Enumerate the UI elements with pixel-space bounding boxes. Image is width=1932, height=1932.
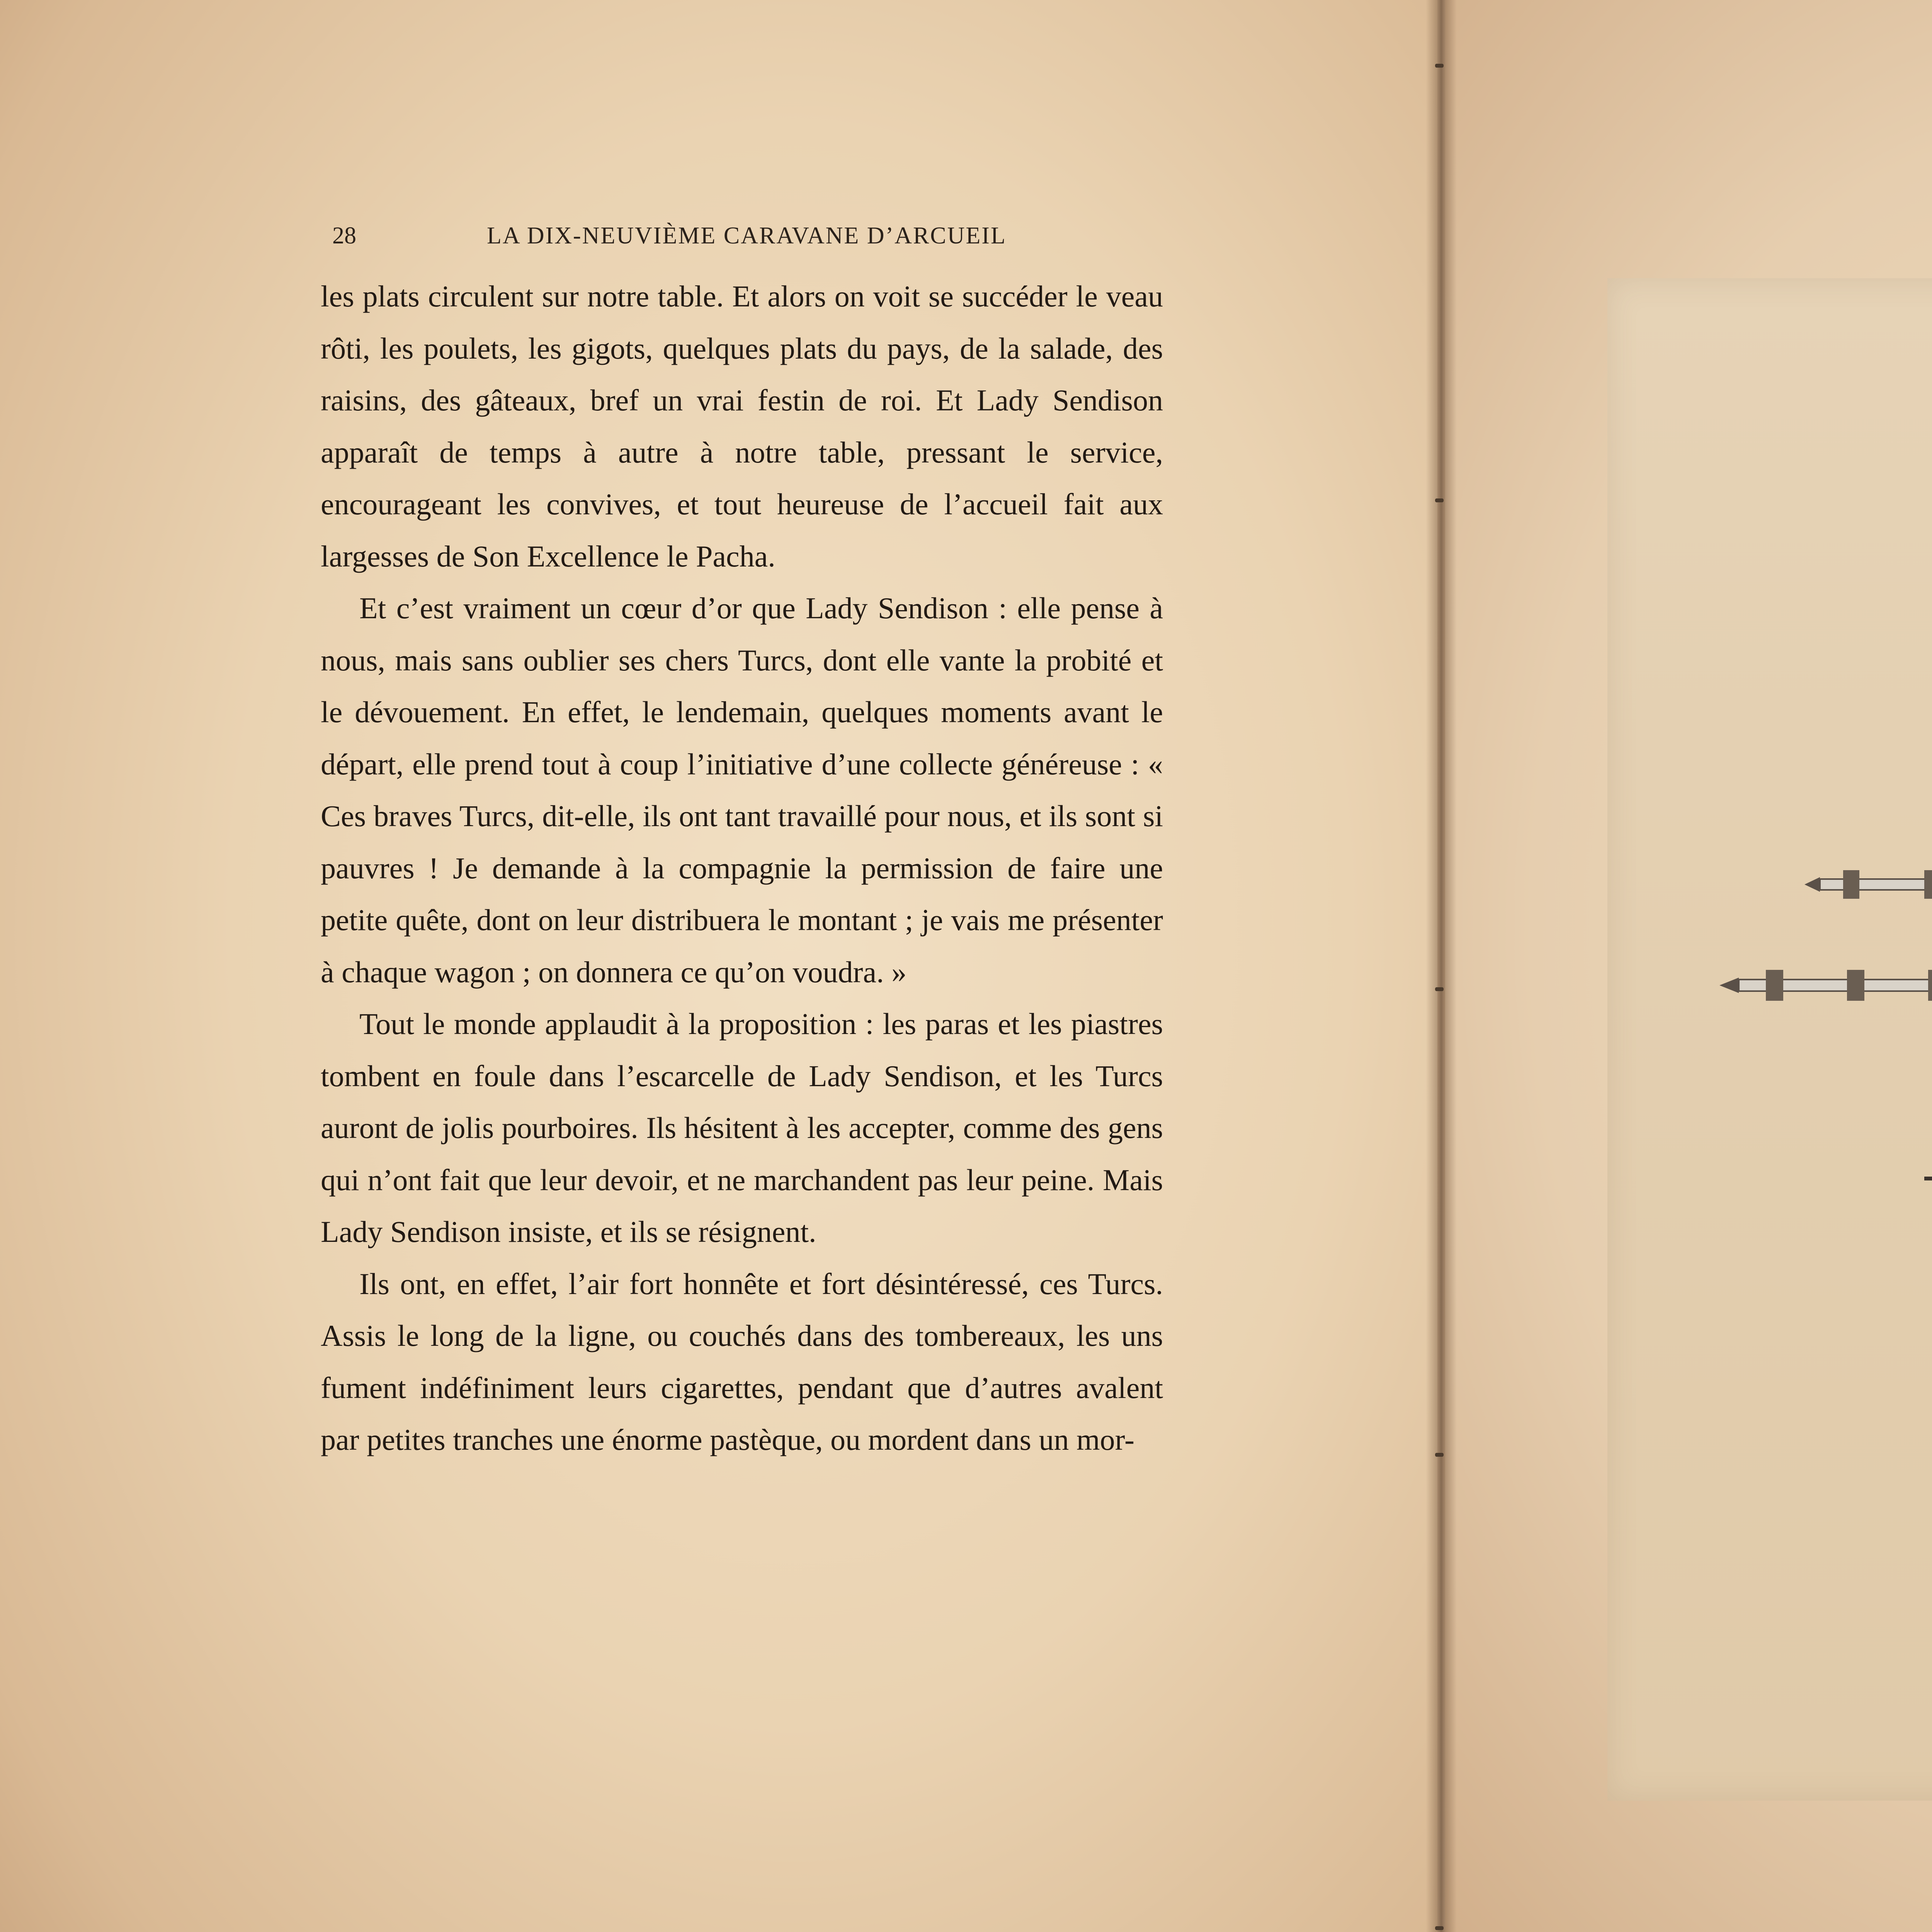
binding-stitch xyxy=(1435,987,1444,991)
paragraph: Tout le monde applaudit à la proposition : les paras et les piastres tombent en foule dans l’escarcelle de Lady Sendison, et les Turcs auront de jolis pourboires. Ils hésitent à les accepter, comme des gens qui n’ont fait que leur devoir, et ne marchandent pas leur peine. Mais Lady Sendison insiste, et ils se résignent. xyxy=(321,1007,1163,1248)
binding-stitch xyxy=(1435,64,1444,68)
book-gutter xyxy=(1426,0,1457,1932)
running-head xyxy=(332,222,1159,249)
mosque-photograph xyxy=(1604,278,1932,1801)
running-head-title: LA DIX-NEUVIÈME CARAVANE D’ARCUEIL xyxy=(487,223,1007,249)
binding-stitch xyxy=(1435,1453,1444,1457)
page-number: 28 xyxy=(332,223,356,249)
paragraph: Ils ont, en effet, l’air fort honnête et fort désintéressé, ces Turcs. Assis le long de la ligne, ou couchés dans des tombereaux, les uns fument indéfiniment leurs cigarettes, pendant que d’autres avalent par petites tranches une énorme pastèque, ou mordent dans un mor- xyxy=(321,1267,1163,1456)
binding-stitch xyxy=(1435,498,1444,502)
paragraph: Et c’est vraiment un cœur d’or que Lady Sendison : elle pense à nous, mais sans oublier ses chers Turcs, dont elle vante la probité et le dévouement. En effet, le lendemain, quelques moments avant le départ, elle prend tout à coup l’initiative d’une collecte généreuse : « Ces braves Turcs, dit-elle, ils ont tant travaillé pour nous, et ils sont si pauvres ! Je demande à la compagnie la permission de faire une petite quête, dont on leur distribuera le montant ; je vais me présenter à chaque wagon ; on donnera ce qu’on voudra. » xyxy=(321,591,1163,989)
body-text xyxy=(321,270,1163,1466)
paragraph: les plats circulent sur notre table. Et alors on voit se succéder le veau rôti, les poulets, les gigots, quelques plats du pays, de la salade, des raisins, des gâteaux, bref un vrai festin de roi. Et Lady Sendison apparaît de temps à autre à notre table, pressant le service, encourageant les convives, et tout heureuse de l’accueil fait aux largesses de Son Excellence le Pacha. xyxy=(321,279,1163,573)
binding-stitch xyxy=(1435,1926,1444,1930)
